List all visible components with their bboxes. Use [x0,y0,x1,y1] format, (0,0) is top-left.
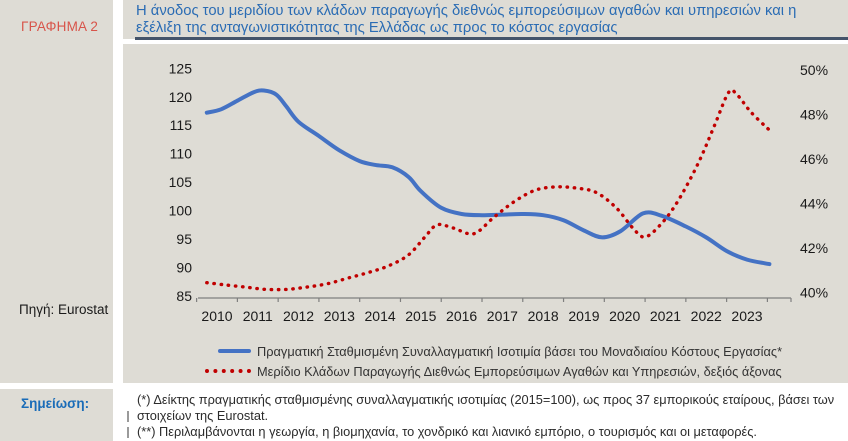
y-axis-left-label: 115 [169,117,192,134]
y-axis-left-label: 90 [176,259,192,276]
x-axis-label: 2014 [364,308,396,324]
x-axis-label: 2018 [527,308,559,324]
x-axis-label: 2015 [405,308,437,324]
source-label: Πηγή: Eurostat [19,302,109,317]
y-axis-right-label: 50% [800,62,829,78]
note-heading: Σημείωση: [21,396,90,411]
x-axis-label: 2020 [609,308,641,324]
y-axis-left-label: 110 [169,145,192,162]
legend-item-share [205,361,782,381]
legend-line-marker [218,349,251,353]
chart-area [123,44,848,383]
x-axis-label: 2022 [690,308,722,324]
legend-item-reer [205,341,782,361]
notes-cell [123,389,848,441]
legend-label-share: Μερίδιο Κλάδων Παραγωγής Διεθνώς Εμπορεύσιμων Αγαθών και Υπηρεσιών, δεξιός άξονας [257,363,782,379]
legend [205,341,782,381]
y-axis-right-label: 44% [800,195,829,212]
y-axis-left-label: 105 [168,174,192,191]
note-heading-cell [0,389,113,441]
x-axis-label: 2011 [242,308,273,324]
x-axis-label: 2017 [486,308,518,324]
chart-title-block [123,0,848,39]
series-line-tradable-share [207,90,770,290]
y-axis-left-label: 85 [176,287,192,304]
y-axis-right-label: 40% [800,284,829,301]
note-line-1: (*) Δείκτης πραγματικής σταθμισμένης συναλλαγματικής ισοτιμίας (2015=100), ως προς 37 εμπορικούς εταίρους, βάσει των [137,392,835,407]
y-axis-left-label: 120 [168,88,192,105]
figure-label: ΓΡΑΦΗΜΑ 2 [21,19,99,34]
note-line-3: (**) Περιλαμβάνονται η γεωργία, η βιομηχανία, το χονδρικό και λιανικό εμπόριο, ο τουρισμός και οι μεταφορές. [137,424,757,439]
x-axis-label: 2012 [282,308,315,324]
note-border-tick [127,427,129,438]
y-axis-right-label: 48% [800,106,829,123]
title-underline [135,37,848,40]
x-axis-label: 2016 [446,308,478,324]
y-axis-left-label: 100 [168,202,192,219]
figure-label-column [0,0,113,383]
y-axis-right-label: 46% [800,151,829,168]
legend-label-reer: Πραγματική Σταθμισμένη Συναλλαγματική Ισοτιμία βάσει του Μοναδιαίου Κόστους Εργασίας* [257,343,783,359]
y-axis-right-label: 42% [800,240,829,257]
x-axis-label: 2013 [323,308,355,324]
x-axis-label: 2010 [201,308,233,324]
note-line-2: στοιχείων της Eurostat. [137,408,269,423]
series-line-reer [207,90,770,264]
x-axis-label: 2021 [649,308,682,324]
chart-title-line2: εξέλιξη της ανταγωνιστικότητας της Ελλάδας ως προς το κόστος εργασίας [136,20,618,36]
y-axis-left-label: 125 [168,60,192,77]
x-axis-label: 2023 [731,308,763,324]
legend-dots-marker [205,369,251,373]
y-axis-left-label: 95 [176,231,192,248]
chart-title-line1: Η άνοδος του μεριδίου των κλάδων παραγωγής διεθνώς εμπορεύσιμων αγαθών και υπηρεσιών και η [136,3,797,19]
x-axis-label: 2019 [568,308,600,324]
chart-canvas [123,44,848,383]
note-border-tick [127,411,129,422]
